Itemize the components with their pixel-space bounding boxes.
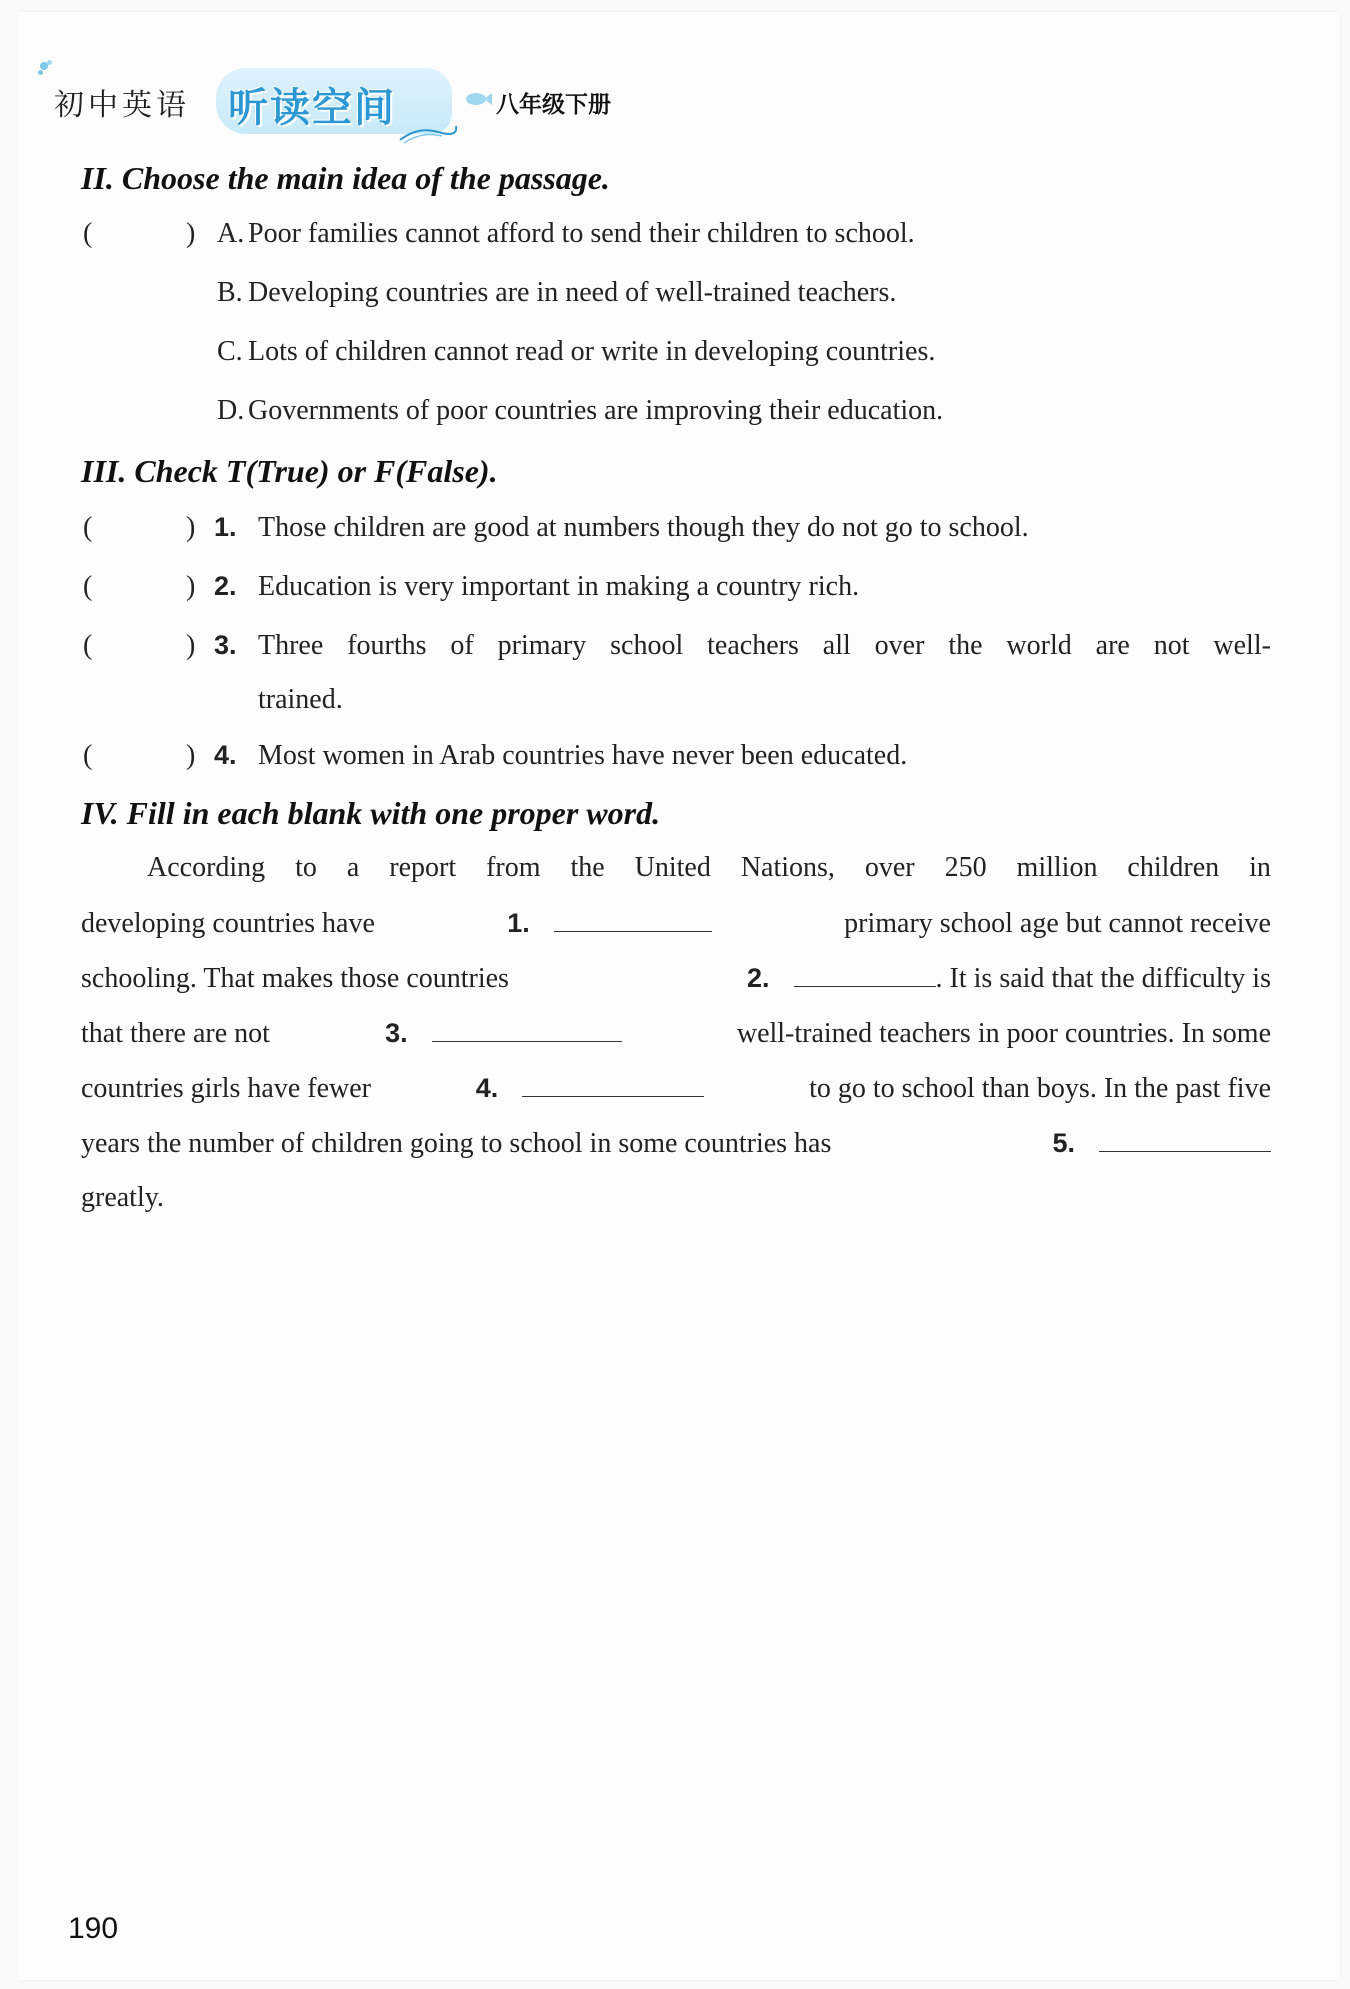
item-number: 4.	[214, 740, 237, 770]
passage-text: developing countries have	[81, 908, 375, 939]
passage-word: million	[1016, 852, 1098, 883]
passage-word: to	[295, 852, 317, 883]
item-number: 3.	[214, 630, 237, 660]
item-word: Three	[258, 630, 324, 661]
passage-word: over	[864, 852, 915, 883]
passage-text: countries girls have fewer	[81, 1073, 371, 1104]
passage-line	[147, 852, 1271, 884]
brand-logo	[216, 68, 452, 138]
item-word: teachers	[707, 630, 799, 661]
section-4-title: IV. Fill in each blank with one proper word.	[81, 795, 661, 831]
option-text: Governments of poor countries are improving their education.	[248, 395, 944, 426]
option-letter: A.	[217, 218, 245, 249]
passage-word: Nations,	[740, 852, 835, 883]
page-header	[38, 52, 738, 142]
blank-number: 4.	[475, 1073, 499, 1103]
decorative-dots-icon	[38, 60, 58, 74]
passage-line	[81, 1072, 1271, 1105]
section-3-title: III. Check T(True) or F(False).	[81, 453, 498, 489]
answer-paren-open: (	[83, 740, 93, 771]
item-word: the	[948, 630, 983, 661]
answer-paren-open: (	[83, 571, 93, 602]
passage-word: in	[1249, 852, 1271, 883]
item-word: not	[1153, 630, 1190, 661]
fill-blank[interactable]	[522, 1072, 704, 1097]
item-word: over	[874, 630, 925, 661]
section-2-title: II. Choose the main idea of the passage.	[81, 160, 610, 196]
brand-title: 听读空间	[228, 85, 396, 131]
passage-word: children	[1127, 852, 1220, 883]
item-word: world	[1006, 630, 1072, 661]
item-word: well-	[1213, 630, 1271, 661]
option-text: Developing countries are in need of well-trained teachers.	[248, 277, 897, 308]
item-word: are	[1095, 630, 1130, 661]
workbook-page	[18, 12, 1340, 1980]
item-word: primary	[497, 630, 587, 661]
item-text: Education is very important in making a country rich.	[258, 571, 860, 602]
passage-word: According	[147, 852, 266, 883]
answer-paren-open: (	[83, 218, 93, 249]
passage-line	[81, 1182, 164, 1214]
passage-text: greatly.	[81, 1182, 164, 1213]
sound-wave-icon	[398, 122, 458, 144]
fill-blank[interactable]	[432, 1017, 622, 1042]
blank-number: 3.	[385, 1018, 408, 1048]
passage-word: the	[570, 852, 605, 883]
passage-text: primary school age but cannot receive	[844, 908, 1271, 939]
blank-number: 5.	[1052, 1128, 1075, 1158]
passage-text: . It is said that the difficulty is	[935, 963, 1271, 994]
series-title: 初中英语	[54, 88, 190, 123]
fill-blank[interactable]	[1099, 1127, 1271, 1152]
passage-line	[81, 1127, 1271, 1160]
passage-word: 250	[944, 852, 987, 883]
item-number: 2.	[214, 571, 237, 601]
passage-line	[81, 1017, 1271, 1050]
option-letter: D.	[217, 395, 245, 426]
answer-paren-open: (	[83, 512, 93, 543]
answer-paren-close: )	[186, 512, 196, 543]
passage-word: from	[486, 852, 541, 883]
page-number: 190	[68, 1912, 119, 1945]
passage-line	[81, 907, 1271, 940]
option-text: Lots of children cannot read or write in developing countries.	[248, 336, 936, 367]
passage-line	[81, 962, 1271, 995]
option-letter: C.	[217, 336, 243, 367]
passage-word: report	[389, 852, 457, 883]
item-text	[258, 630, 1271, 662]
item-text: Most women in Arab countries have never been educated.	[258, 740, 908, 771]
fill-blank[interactable]	[794, 962, 936, 987]
grade-label: 八年级下册	[496, 92, 611, 118]
option-letter: B.	[217, 277, 243, 308]
passage-word: United	[634, 852, 711, 883]
answer-paren-close: )	[186, 630, 196, 661]
item-number: 1.	[214, 512, 237, 542]
item-word: fourths	[347, 630, 427, 661]
passage-text: years the number of children going to school in some countries has	[81, 1128, 832, 1159]
passage-text: well-trained teachers in poor countries. In some	[736, 1018, 1271, 1049]
item-word: all	[822, 630, 851, 661]
fish-icon	[464, 90, 492, 108]
blank-number: 1.	[507, 908, 530, 938]
passage-text: that there are not	[81, 1018, 270, 1049]
passage-text: to go to school than boys. In the past five	[809, 1073, 1271, 1104]
answer-paren-close: )	[186, 740, 196, 771]
answer-paren-open: (	[83, 630, 93, 661]
passage-word: a	[346, 852, 360, 883]
answer-paren-close: )	[186, 571, 196, 602]
fill-blank[interactable]	[554, 907, 712, 932]
answer-paren-close: )	[186, 218, 196, 249]
option-text: Poor families cannot afford to send their children to school.	[248, 218, 915, 249]
item-text: Those children are good at numbers though they do not go to school.	[258, 512, 1029, 543]
passage-text: schooling. That makes those countries	[81, 963, 509, 994]
item-text-continued: trained.	[258, 684, 343, 715]
item-word: school	[610, 630, 684, 661]
item-word: of	[450, 630, 474, 661]
blank-number: 2.	[747, 963, 770, 993]
